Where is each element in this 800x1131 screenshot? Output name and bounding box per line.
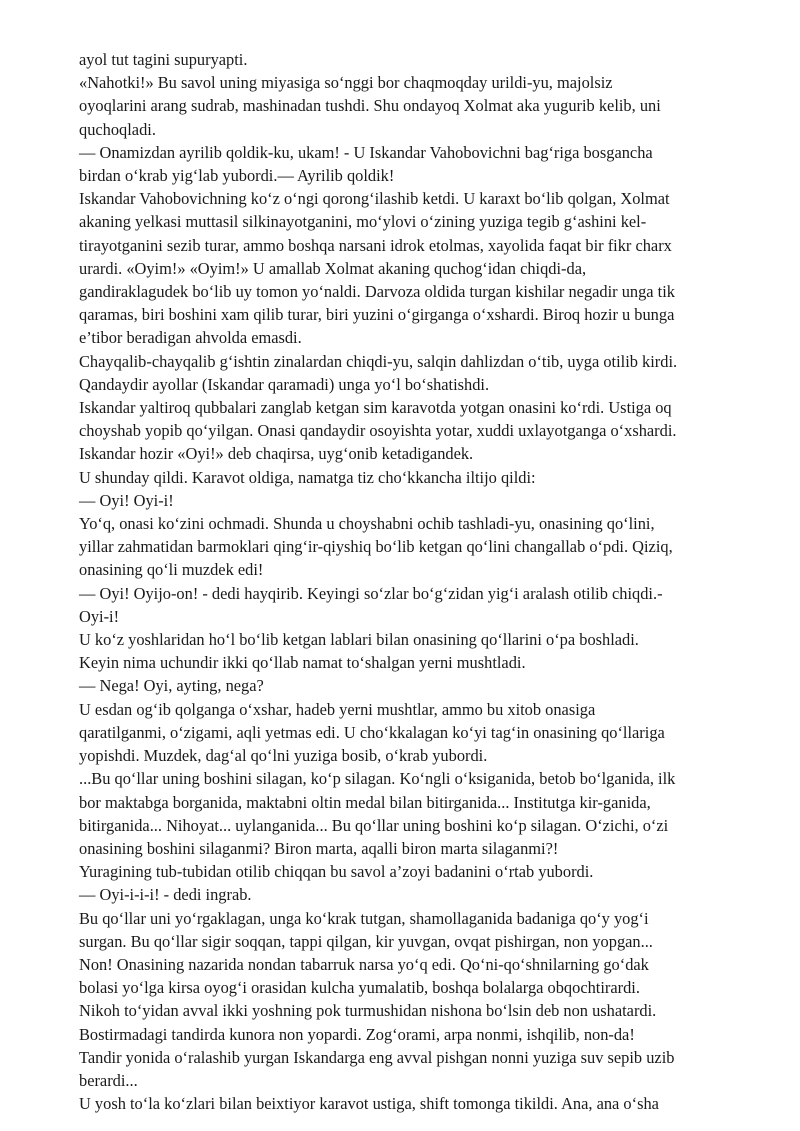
text-line: onasining qo‘li muzdek edi! bbox=[79, 560, 264, 580]
text-line: Bostirmadagi tandirda kunora non yopardi. Zog‘orami, arpa nonmi, ishqilib, non-da! bbox=[79, 1024, 635, 1044]
text-line: U yosh to‘la ko‘zlari bilan beixtiyor karavot ustiga, shift tomonga tikildi. Ana, ana o‘sha bbox=[79, 1094, 659, 1114]
text-line: gandiraklagudek bo‘lib uy tomon yo‘naldi. Darvoza oldida turgan kishilar negadir unga tik bbox=[79, 282, 675, 302]
text-line: Non! Onasining nazarida nondan tabarruk narsa yo‘q edi. Qo‘ni-qo‘shnilarning go‘dak bbox=[79, 954, 649, 974]
text-line: Keyin nima uchundir ikki qo‘llab namat to‘shalgan yerni mushtladi. bbox=[79, 653, 526, 673]
text-line: Oyi-i! bbox=[79, 606, 120, 626]
text-line: qaratilganmi, o‘zigami, aqli yetmas edi. U cho‘kkalagan ko‘yi tag‘in onasining qo‘llariga bbox=[79, 722, 665, 742]
text-line: oyoqlarini arang sudrab, mashinadan tushdi. Shu ondayoq Xolmat aka yugurib kelib, uni bbox=[79, 96, 661, 116]
text-line: bolasi yo‘lga kirsa oyog‘i orasidan kulcha yumalatib, boshqa bolalarga obqochtirardi. bbox=[79, 978, 640, 998]
text-line: akaning yelkasi muttasil silkinayotganini, mo‘ylovi o‘zining yuziga tegib g‘ashini kel- bbox=[79, 212, 647, 232]
text-line: quchoqladi. bbox=[79, 119, 156, 139]
text-line: Iskandar yaltiroq qubbalari zanglab ketgan sim karavotda yotgan onasini ko‘rdi. Ustiga oq bbox=[79, 398, 672, 418]
text-line: Chayqalib-chayqalib g‘ishtin zinalardan chiqdi-yu, salqin dahlizdan o‘tib, uyga otilib kirdi. bbox=[79, 351, 678, 371]
text-line: urardi. «Oyim!» «Oyim!» U amallab Xolmat akaning quchog‘idan chiqdi-da, bbox=[79, 258, 587, 278]
text-line: yillar zahmatidan barmoklari qing‘ir-qiyshiq bo‘lib ketgan qo‘lini changallab o‘pdi. Qiziq, bbox=[79, 537, 673, 557]
text-line: ayol tut tagini supuryapti. bbox=[79, 50, 248, 69]
text-line: U shunday qildi. Karavot oldiga, namatga tiz cho‘kkancha iltijo qildi: bbox=[79, 467, 536, 487]
text-line: U esdan og‘ib qolganga o‘xshar, hadeb yerni mushtlar, ammo bu xitob onasiga bbox=[79, 699, 596, 719]
text-line: choyshab yopib qo‘yilgan. Onasi qandaydir osoyishta yotar, xuddi uxlayotganga o‘xshardi. bbox=[79, 421, 677, 441]
text-line: — Onamizdan ayrilib qoldik-ku, ukam! - U Iskandar Vahobovichni bag‘riga bosgancha bbox=[79, 142, 653, 162]
text-line: Yuragining tub-tubidan otilib chiqqan bu savol a’zoyi badanini o‘rtab yubordi. bbox=[79, 862, 594, 882]
text-line: e’tibor beradigan ahvolda emasdi. bbox=[79, 328, 302, 348]
text-line: Qandaydir ayollar (Iskandar qaramadi) unga yo‘l bo‘shatishdi. bbox=[79, 374, 490, 394]
text-line: yopishdi. Muzdek, dag‘al qo‘lni yuziga bosib, o‘krab yubordi. bbox=[79, 746, 488, 766]
text-line: — Oyi-i-i-i! - dedi ingrab. bbox=[79, 885, 252, 905]
text-line: — Oyi! Oyi-i! bbox=[79, 490, 174, 510]
text-line: U ko‘z yoshlaridan ho‘l bo‘lib ketgan lablari bilan onasining qo‘llarini o‘pa boshladi. bbox=[79, 630, 639, 650]
text-line: onasining boshini silaganmi? Biron marta, aqalli biron marta silaganmi?! bbox=[79, 838, 559, 858]
text-line: Iskandar hozir «Oyi!» deb chaqirsa, uyg‘onib ketadigandek. bbox=[79, 444, 474, 464]
text-line: berardi... bbox=[79, 1070, 138, 1090]
text-line: «Nahotki!» Bu savol uning miyasiga so‘nggi bor chaqmoqday urildi-yu, majolsiz bbox=[79, 73, 613, 93]
text-line: Iskandar Vahobovichning ko‘z o‘ngi qorong‘ilashib ketdi. U karaxt bo‘lib qolgan, Xolmat bbox=[79, 189, 670, 209]
text-line: surgan. Bu qo‘llar sigir soqqan, tappi qilgan, kir yuvgan, ovqat pishirgan, non yopgan... bbox=[79, 931, 653, 951]
text-line: Yo‘q, onasi ko‘zini ochmadi. Shunda u choyshabni ochib tashladi-yu, onasining qo‘lini, bbox=[79, 514, 655, 534]
text-line: birdan o‘krab yig‘lab yubordi.— Ayrilib qoldik! bbox=[79, 166, 395, 186]
text-line: tirayotganini sezib turar, ammo boshqa narsani idrok etolmas, xayolida faqat bir fikr charx bbox=[79, 235, 672, 255]
text-line: bor maktabga borganida, maktabni oltin medal bilan bitirganida... Institutga kir-ganida, bbox=[79, 792, 651, 812]
document-page bbox=[79, 48, 759, 1115]
text-line: — Oyi! Oyijo-on! - dedi hayqirib. Keyingi so‘zlar bo‘g‘zidan yig‘i aralash otilib chiqdi.- bbox=[79, 583, 663, 603]
text-line: ...Bu qo‘llar uning boshini silagan, ko‘p silagan. Ko‘ngli o‘ksiganida, betob bo‘lganida, ilk bbox=[79, 769, 676, 789]
text-line: qaramas, biri boshini xam qilib turar, biri yuzini o‘girganga o‘xshardi. Biroq hozir u bunga bbox=[79, 305, 675, 325]
text-line: Bu qo‘llar uni yo‘rgaklagan, unga ko‘krak tutgan, shamollaganida badaniga qo‘y yog‘i bbox=[79, 908, 649, 928]
text-line: — Nega! Oyi, ayting, nega? bbox=[79, 676, 264, 696]
text-line: Nikoh to‘yidan avval ikki yoshning pok turmushidan nishona bo‘lsin deb non ushatardi. bbox=[79, 1001, 657, 1021]
text-line: bitirganida... Nihoyat... uylanganida... Bu qo‘llar uning boshini ko‘p silagan. O‘zichi, o‘zi bbox=[79, 815, 669, 835]
text-line: Tandir yonida o‘ralashib yurgan Iskandarga eng avval pishgan nonni yuziga suv sepib uzib bbox=[79, 1047, 675, 1067]
